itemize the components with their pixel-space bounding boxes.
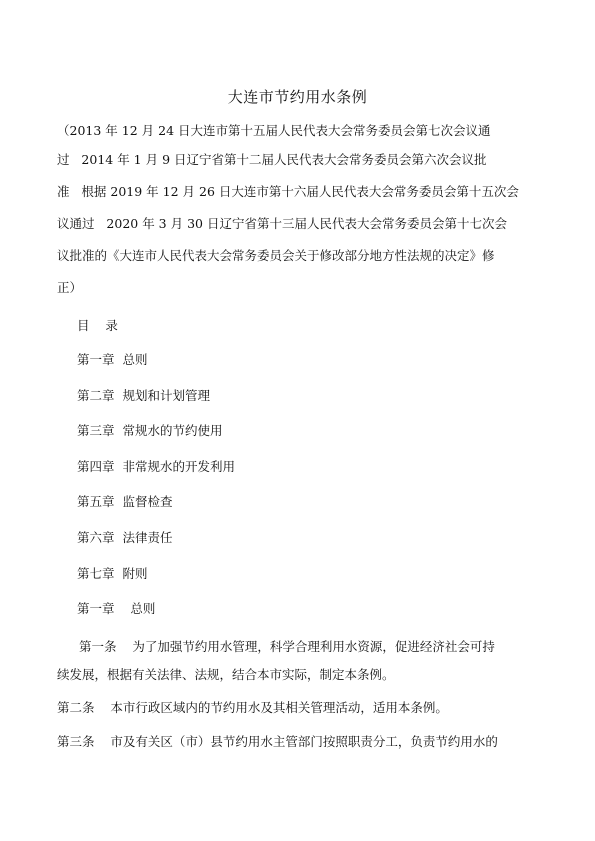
toc-item: 第六章 法律责任 bbox=[77, 530, 173, 545]
toc-item: 第一章 总则 bbox=[77, 352, 148, 367]
article-line: 第一条 为了加强节约用水管理，科学合理利用水资源，促进经济社会可持 bbox=[79, 639, 495, 654]
chapter-heading: 第一章 总则 bbox=[77, 601, 156, 616]
intro-line-1: （2013 年 12 月 24 日大连市第十五届人民代表大会常务委员会第七次会议通 bbox=[57, 123, 491, 138]
intro-line-3: 准 根据 2019 年 12 月 26 日大连市第十六届人民代表大会常务委员会第十五次会 bbox=[57, 184, 519, 199]
article-line: 第二条 本市行政区域内的节约用水及其相关管理活动，适用本条例。 bbox=[57, 700, 448, 715]
toc-item: 第三章 常规水的节约使用 bbox=[77, 423, 223, 438]
toc-item: 第五章 监督检查 bbox=[77, 494, 173, 509]
intro-line-2: 过 2014 年 1 月 9 日辽宁省第十二届人民代表大会常务委员会第六次会议批 bbox=[57, 152, 487, 167]
toc-item: 第二章 规划和计划管理 bbox=[77, 388, 210, 403]
intro-line-4: 议通过 2020 年 3 月 30 日辽宁省第十三届人民代表大会常务委员会第十七次会 bbox=[57, 216, 507, 231]
article-line: 第三条 市及有关区（市）县节约用水主管部门按照职责分工，负责节约用水的 bbox=[57, 734, 498, 749]
toc-item: 第四章 非常规水的开发利用 bbox=[77, 459, 235, 474]
intro-line-6: 正） bbox=[57, 280, 83, 295]
toc-item: 第七章 附则 bbox=[77, 566, 148, 581]
intro-line-5: 议批准的《大连市人民代表大会常务委员会关于修改部分地方性法规的决定》修 bbox=[57, 248, 495, 263]
article-line: 续发展，根据有关法律、法规，结合本市实际，制定本条例。 bbox=[57, 667, 395, 682]
document-title: 大连市节约用水条例 bbox=[227, 88, 368, 106]
toc-heading: 目 录 bbox=[77, 318, 118, 333]
